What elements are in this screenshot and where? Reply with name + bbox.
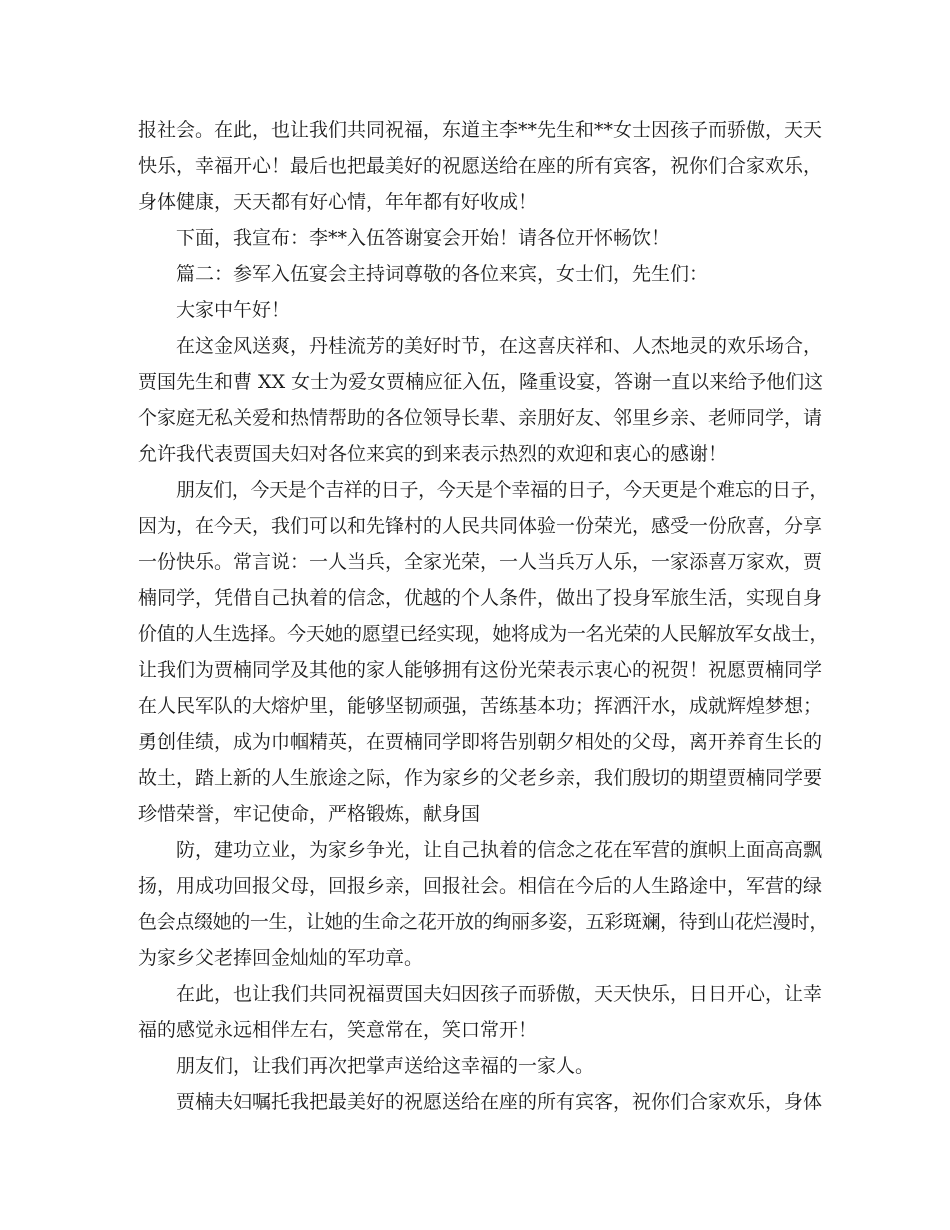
text-line: 勇创佳绩，成为巾帼精英，在贾楠同学即将告别朝夕相处的父母，离开养育生长的 (138, 731, 823, 753)
document-body (138, 112, 828, 1120)
text-line: 一份快乐。常言说：一人当兵，全家光荣，一人当兵万人乐，一家添喜万家欢，贾 (138, 551, 823, 573)
text-line: 篇二：参军入伍宴会主持词尊敬的各位来宾，女士们，先生们： (176, 263, 709, 285)
text-line: 防，建功立业，为家乡争光，让自己执着的信念之花在军营的旗帜上面高高飘 (176, 839, 823, 861)
text-line: 故土，踏上新的人生旅途之际，作为家乡的父老乡亲，我们殷切的期望贾楠同学要 (138, 767, 823, 789)
text-line: 珍惜荣誉，牢记使命，严格锻炼，献身国 (138, 803, 481, 825)
text-line: 贾楠夫妇嘱托我把最美好的祝愿送给在座的所有宾客，祝你们合家欢乐，身体 (176, 1091, 823, 1113)
text-line: 下面，我宣布：李**入伍答谢宴会开始！请各位开怀畅饮！ (176, 227, 671, 249)
text-line: 身体健康，天天都有好心情，年年都有好收成！ (138, 191, 538, 213)
text-line: 福的感觉永远相伴左右，笑意常在，笑口常开！ (138, 1019, 538, 1041)
text-line: 贾国先生和曹 XX 女士为爱女贾楠应征入伍，隆重设宴，答谢一直以来给予他们这 (138, 371, 824, 393)
text-line: 大家中午好！ (176, 299, 291, 321)
text-line: 朋友们，今天是个吉祥的日子，今天是个幸福的日子，今天更是个难忘的日子， (176, 479, 828, 501)
text-line: 在此，也让我们共同祝福贾国夫妇因孩子而骄傲，天天快乐，日日开心，让幸 (176, 983, 823, 1005)
text-line: 扬，用成功回报父母，回报乡亲，回报社会。相信在今后的人生路途中，军营的绿 (138, 875, 823, 897)
text-line: 让我们为贾楠同学及其他的家人能够拥有这份光荣表示衷心的祝贺！祝愿贾楠同学 (138, 659, 823, 681)
text-line: 朋友们，让我们再次把掌声送给这幸福的一家人。 (176, 1055, 595, 1077)
text-line: 报社会。在此，也让我们共同祝福，东道主李**先生和**女士因孩子而骄傲，天天 (138, 119, 823, 141)
text-line: 楠同学，凭借自己执着的信念，优越的个人条件，做出了投身军旅生活，实现自身 (138, 587, 823, 609)
text-line: 快乐，幸福开心！最后也把最美好的祝愿送给在座的所有宾客，祝你们合家欢乐， (138, 155, 823, 177)
text-line: 在这金风送爽，丹桂流芳的美好时节，在这喜庆祥和、人杰地灵的欢乐场合， (176, 335, 823, 357)
text-line: 允许我代表贾国夫妇对各位来宾的到来表示热烈的欢迎和衷心的感谢！ (138, 443, 728, 465)
text-line: 色会点缀她的一生，让她的生命之花开放的绚丽多姿，五彩斑斓，待到山花烂漫时， (138, 911, 828, 933)
text-line: 在人民军队的大熔炉里，能够坚韧顽强，苦练基本功；挥洒汗水，成就辉煌梦想； (138, 695, 823, 717)
text-line: 因为，在今天，我们可以和先锋村的人民共同体验一份荣光，感受一份欣喜，分享 (138, 515, 823, 537)
text-line: 价值的人生选择。今天她的愿望已经实现，她将成为一名光荣的人民解放军女战士， (138, 623, 828, 645)
text-line: 个家庭无私关爱和热情帮助的各位领导长辈、亲朋好友、邻里乡亲、老师同学，请 (138, 407, 823, 429)
text-line: 为家乡父老捧回金灿灿的军功章。 (138, 947, 424, 969)
